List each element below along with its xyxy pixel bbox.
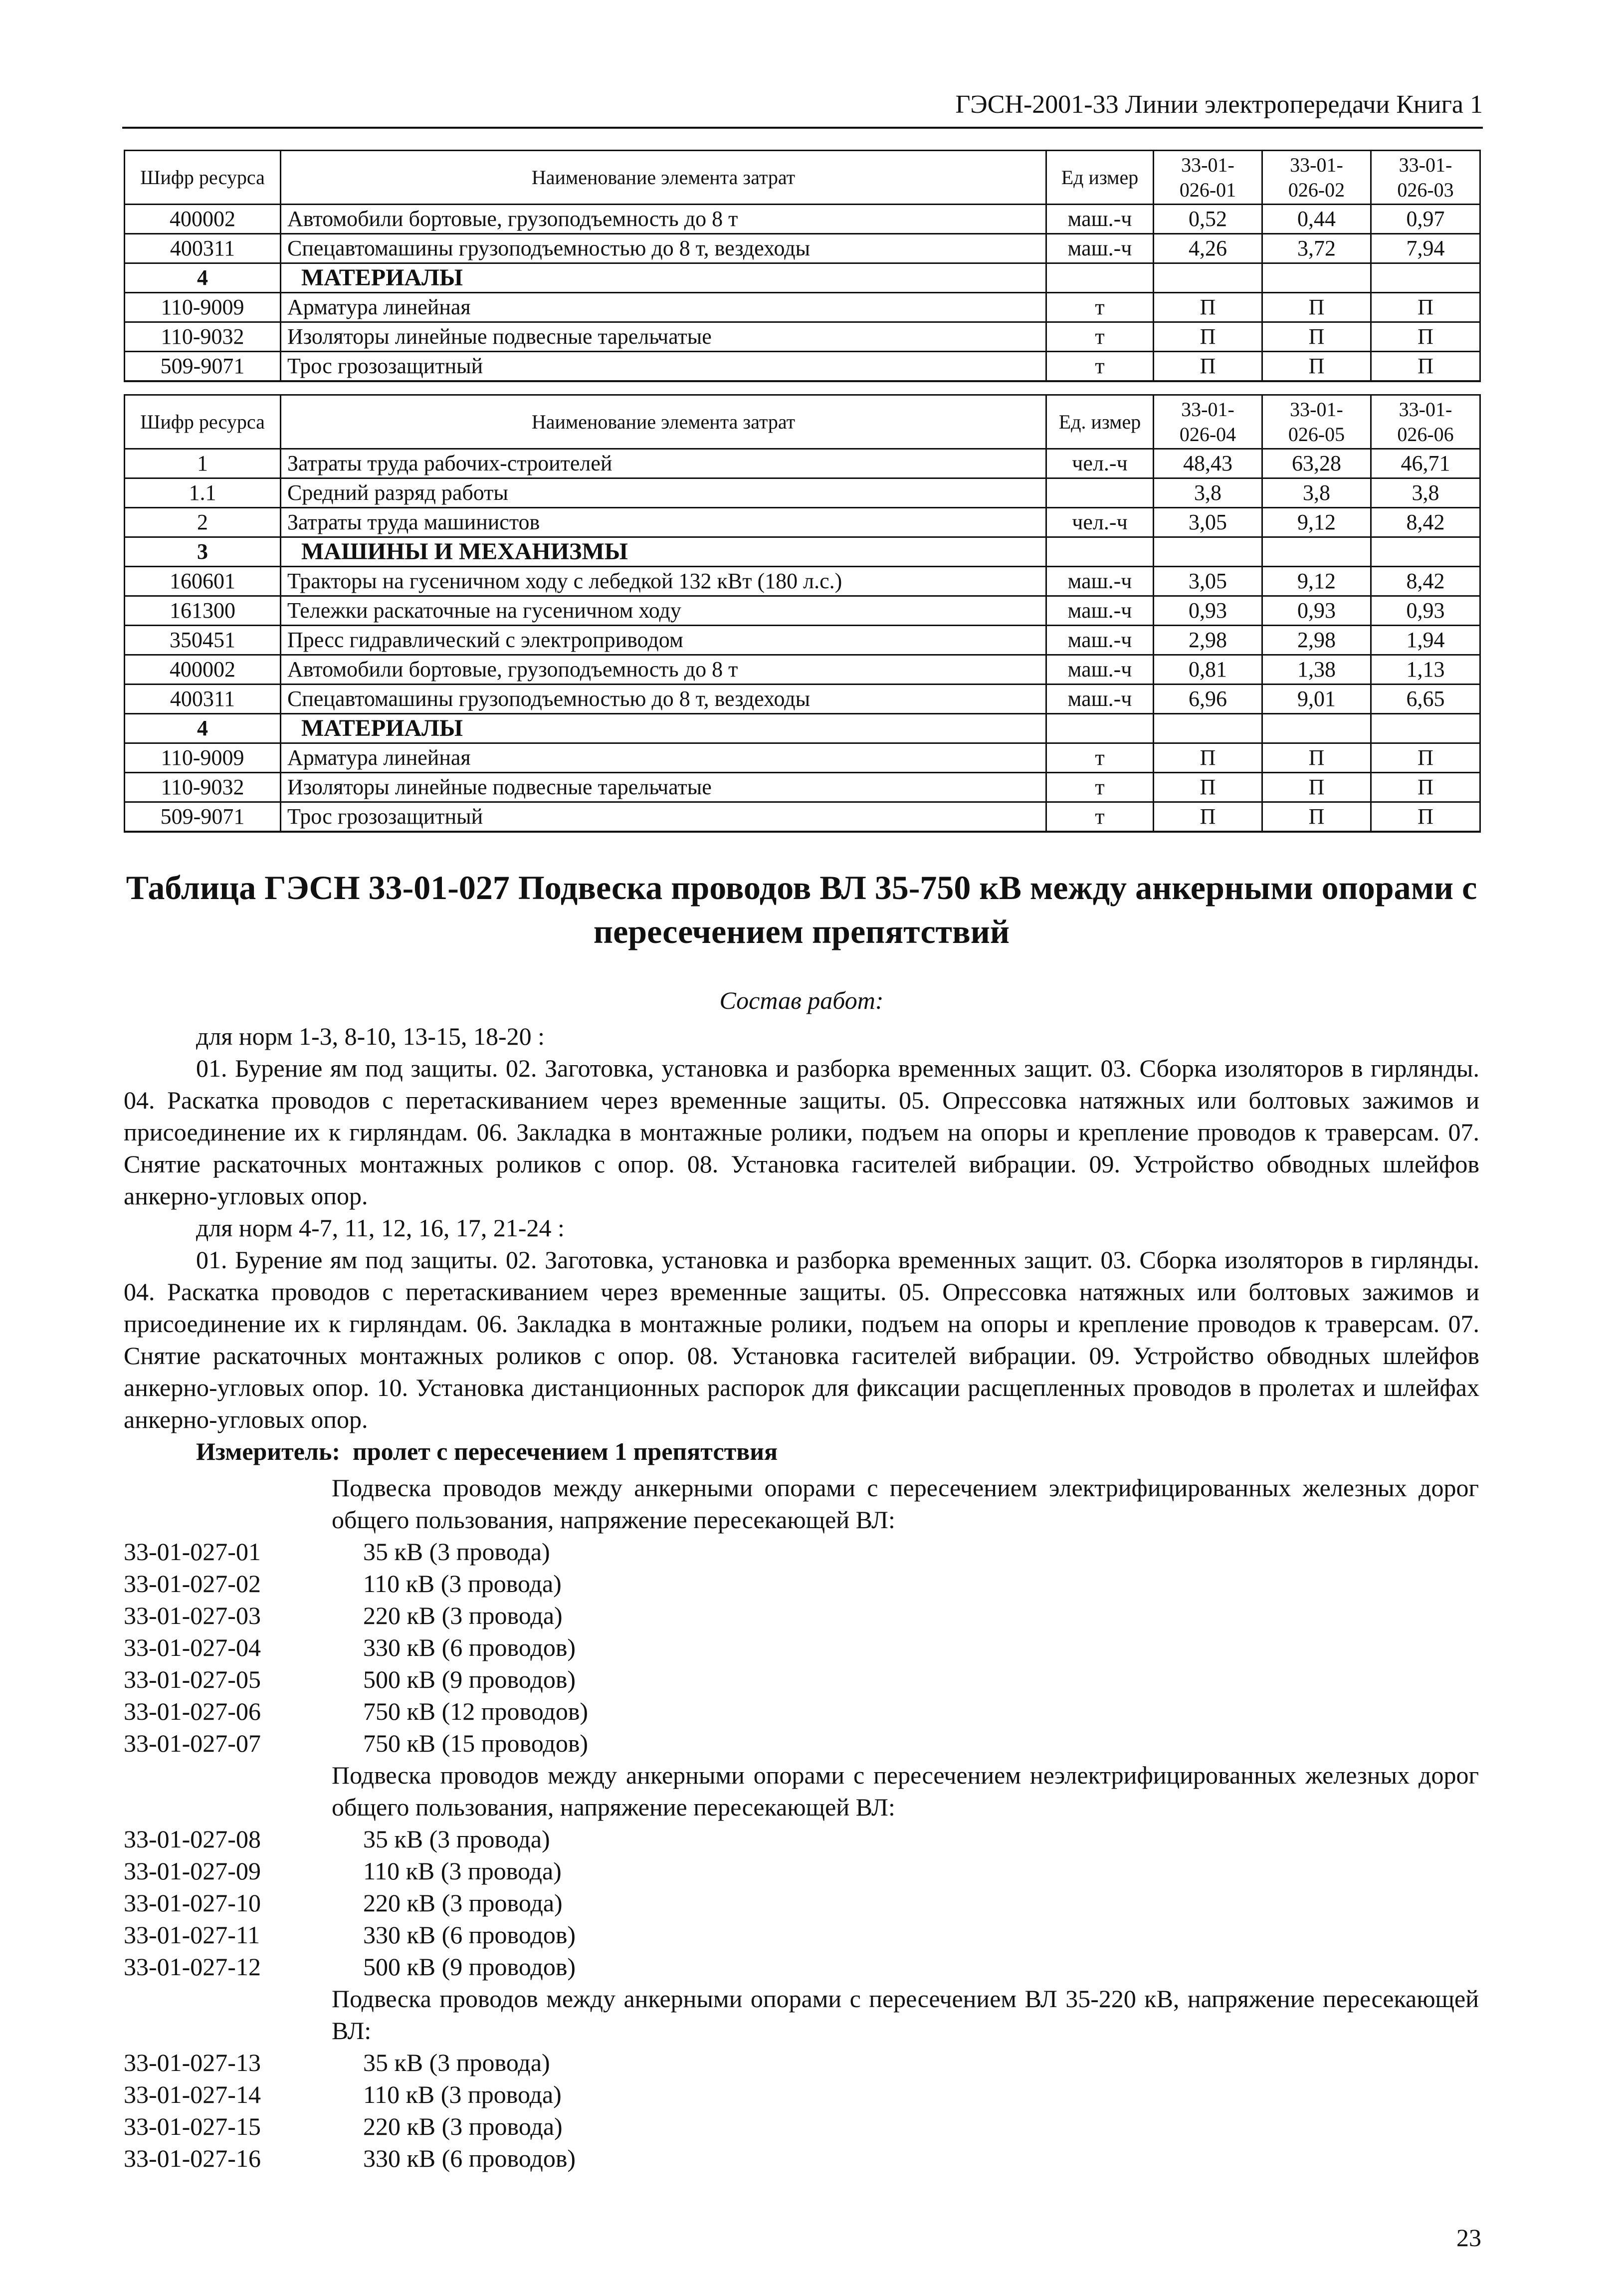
value-cell: 9,12 xyxy=(1262,567,1371,596)
resource-code: 350451 xyxy=(125,626,281,655)
resource-unit: т xyxy=(1046,322,1154,352)
resource-unit: т xyxy=(1046,743,1154,773)
norm-code: 33-01-027-06 xyxy=(124,1697,261,1725)
table-header-row xyxy=(125,151,1480,205)
norm-item xyxy=(124,1727,1479,1759)
value-cell: П xyxy=(1154,802,1262,832)
norm-text: 220 кВ (3 провода) xyxy=(363,1602,563,1629)
norm-code: 33-01-027-04 xyxy=(124,1633,261,1661)
value-cell: П xyxy=(1371,352,1480,382)
norm-text: 750 кВ (12 проводов) xyxy=(363,1697,589,1725)
resource-unit xyxy=(1046,478,1154,508)
resource-code: 400311 xyxy=(125,685,281,714)
value-cell: П xyxy=(1262,293,1371,322)
resource-name: Спецавтомашины грузоподъемностью до 8 т, вездеходы xyxy=(281,685,1046,714)
resource-name: Арматура линейная xyxy=(281,293,1046,322)
resource-unit: маш.-ч xyxy=(1046,205,1154,234)
value-cell: 3,8 xyxy=(1262,478,1371,508)
norm-group-description: Подвеска проводов между анкерными опорами с пересечением неэлектрифицированных железных дорог общего пользования, напряжение пересекающей ВЛ: xyxy=(332,1761,1479,1821)
header-unit: Ед. измер xyxy=(1046,395,1154,449)
norm-item xyxy=(124,1823,1479,1855)
resource-unit xyxy=(1046,714,1154,743)
value-cell: П xyxy=(1262,322,1371,352)
value-cell: П xyxy=(1262,352,1371,382)
norm-item xyxy=(124,1695,1479,1727)
resource-code: 1.1 xyxy=(125,478,281,508)
resource-name: Изоляторы линейные подвесные тарельчатые xyxy=(281,773,1046,802)
norm-text: 35 кВ (3 провода) xyxy=(363,1825,550,1853)
resource-unit: маш.-ч xyxy=(1046,655,1154,685)
value-cell: 1,94 xyxy=(1371,626,1480,655)
norm-item xyxy=(124,2142,1479,2174)
value-cell: П xyxy=(1154,773,1262,802)
resource-unit: т xyxy=(1046,293,1154,322)
norm-text: 500 кВ (9 проводов) xyxy=(363,1953,576,1981)
resource-code: 509-9071 xyxy=(125,352,281,382)
header-code: Шифр ресурса xyxy=(125,395,281,449)
norm-code: 33-01-027-07 xyxy=(124,1729,261,1757)
resource-unit: т xyxy=(1046,773,1154,802)
resource-name: МАШИНЫ И МЕХАНИЗМЫ xyxy=(281,537,1046,567)
table-row xyxy=(125,234,1480,263)
value-cell: 0,81 xyxy=(1154,655,1262,685)
value-cell: 7,94 xyxy=(1371,234,1480,263)
table-row xyxy=(125,743,1480,773)
norm-item xyxy=(124,1855,1479,1887)
value-cell: 0,93 xyxy=(1154,596,1262,626)
norm-code: 33-01-027-08 xyxy=(124,1825,261,1853)
value-cell: П xyxy=(1371,773,1480,802)
norm-text: 330 кВ (6 проводов) xyxy=(363,1633,576,1661)
header-col-3: 33-01- 026-03 xyxy=(1371,151,1480,205)
value-cell xyxy=(1154,263,1262,293)
resource-name: МАТЕРИАЛЫ xyxy=(281,263,1046,293)
resource-code: 400002 xyxy=(125,205,281,234)
norm-text: 35 кВ (3 провода) xyxy=(363,1538,550,1566)
page-number: 23 xyxy=(1456,2224,1481,2252)
resource-code: 1 xyxy=(125,449,281,478)
table-row xyxy=(125,685,1480,714)
norm-code: 33-01-027-14 xyxy=(124,2080,261,2108)
value-cell: 48,43 xyxy=(1154,449,1262,478)
value-cell: 46,71 xyxy=(1371,449,1480,478)
value-cell xyxy=(1154,714,1262,743)
norms-b-label: для норм 4-7, 11, 12, 16, 17, 21-24 : xyxy=(196,1214,565,1242)
norm-item xyxy=(124,2047,1479,2078)
norm-item xyxy=(124,1568,1479,1600)
resource-code: 160601 xyxy=(125,567,281,596)
header-name: Наименование элемента затрат xyxy=(281,395,1046,449)
value-cell: 2,98 xyxy=(1154,626,1262,655)
value-cell: П xyxy=(1262,743,1371,773)
value-cell xyxy=(1262,714,1371,743)
header-col-6: 33-01- 026-06 xyxy=(1371,395,1480,449)
norm-code: 33-01-027-05 xyxy=(124,1665,261,1693)
value-cell xyxy=(1262,263,1371,293)
group-row xyxy=(125,714,1480,743)
value-cell: П xyxy=(1154,322,1262,352)
value-cell: 6,96 xyxy=(1154,685,1262,714)
resource-code: 110-9032 xyxy=(125,773,281,802)
table-row xyxy=(125,352,1480,382)
norm-text: 330 кВ (6 проводов) xyxy=(363,2144,576,2172)
table-row xyxy=(125,293,1480,322)
resource-unit: маш.-ч xyxy=(1046,234,1154,263)
norm-code: 33-01-027-09 xyxy=(124,1857,261,1885)
norm-text: 500 кВ (9 проводов) xyxy=(363,1665,576,1693)
resource-name: Автомобили бортовые, грузоподъемность до 8 т xyxy=(281,205,1046,234)
group-row xyxy=(125,263,1480,293)
norm-code: 33-01-027-13 xyxy=(124,2049,261,2076)
norm-item xyxy=(124,1887,1479,1919)
value-cell: 0,93 xyxy=(1262,596,1371,626)
value-cell: 8,42 xyxy=(1371,567,1480,596)
norms-a-label: для норм 1-3, 8-10, 13-15, 18-20 : xyxy=(196,1022,545,1050)
resource-code: 509-9071 xyxy=(125,802,281,832)
table-row xyxy=(125,478,1480,508)
norm-item xyxy=(124,2078,1479,2110)
resource-unit: маш.-ч xyxy=(1046,685,1154,714)
value-cell: 0,93 xyxy=(1371,596,1480,626)
resource-code: 2 xyxy=(125,508,281,537)
value-cell: 0,52 xyxy=(1154,205,1262,234)
value-cell: 63,28 xyxy=(1262,449,1371,478)
norm-text: 750 кВ (15 проводов) xyxy=(363,1729,589,1757)
value-cell: 1,13 xyxy=(1371,655,1480,685)
work-composition-label: Состав работ: xyxy=(719,986,884,1014)
value-cell xyxy=(1154,537,1262,567)
resource-name: Пресс гидравлический с электроприводом xyxy=(281,626,1046,655)
resource-name: Изоляторы линейные подвесные тарельчатые xyxy=(281,322,1046,352)
norms-a-text: 01. Бурение ям под защиты. 02. Заготовка, установка и разборка временных защит. 03. Сборка изоляторов в гирлянды. 04. Раскатка проводов с перетаскиванием через временные защиты. 05. Опрессовка натяжных или болтовых зажимов и присоединение их к гирляндам. 06. Закладка в монтажные ролики, подъем на опоры и крепление проводов к траверсам. 07. Снятие раскаточных монтажных роликов с опор. 08. Установка гасителей вибрации. 09. Устройство обводных шлейфов анкерно-угловых опор. xyxy=(124,1054,1479,1210)
resource-unit: маш.-ч xyxy=(1046,596,1154,626)
header-col-5: 33-01- 026-05 xyxy=(1262,395,1371,449)
value-cell: П xyxy=(1262,802,1371,832)
resource-name: Средний разряд работы xyxy=(281,478,1046,508)
value-cell: 3,72 xyxy=(1262,234,1371,263)
value-cell: П xyxy=(1262,773,1371,802)
norm-text: 35 кВ (3 провода) xyxy=(363,2049,550,2076)
resource-unit xyxy=(1046,537,1154,567)
norm-item xyxy=(124,1600,1479,1631)
meter-label: Измеритель: xyxy=(196,1437,341,1465)
norm-item xyxy=(124,1631,1479,1663)
meter-line xyxy=(124,1435,1479,1467)
value-cell: 0,97 xyxy=(1371,205,1480,234)
resource-code: 110-9009 xyxy=(125,743,281,773)
norm-group-description: Подвеска проводов между анкерными опорами с пересечением электрифицированных железных дорог общего пользования, напряжение пересекающей ВЛ: xyxy=(332,1474,1479,1534)
resource-table-1 xyxy=(124,150,1481,382)
table-row xyxy=(125,205,1480,234)
norm-item xyxy=(124,2110,1479,2142)
resource-name: Затраты труда рабочих-строителей xyxy=(281,449,1046,478)
header-name: Наименование элемента затрат xyxy=(281,151,1046,205)
norm-text: 110 кВ (3 провода) xyxy=(363,1570,562,1598)
section-title: Таблица ГЭСН 33-01-027 Подвеска проводов ВЛ 35-750 кВ между анкерными опорами с пересечением препятствий xyxy=(126,869,1477,950)
header-unit: Ед измер xyxy=(1046,151,1154,205)
resource-unit: т xyxy=(1046,352,1154,382)
value-cell xyxy=(1371,537,1480,567)
value-cell: 1,38 xyxy=(1262,655,1371,685)
norm-code: 33-01-027-02 xyxy=(124,1570,261,1598)
value-cell: 3,05 xyxy=(1154,508,1262,537)
norms-b-text: 01. Бурение ям под защиты. 02. Заготовка, установка и разборка временных защит. 03. Сборка изоляторов в гирлянды. 04. Раскатка проводов с перетаскиванием через временные защиты. 05. Опрессовка натяжных или болтовых зажимов и присоединение их к гирляндам. 06. Закладка в монтажные ролики, подъем на опоры и крепление проводов к траверсам. 07. Снятие раскаточных монтажных роликов с опор. 08. Установка гасителей вибрации. 09. Устройство обводных шлейфов анкерно-угловых опор. 10. Установка дистанционных распорок для фиксации расщепленных проводов в пролетах и шлейфах анкерно-угловых опор. xyxy=(124,1246,1479,1433)
norm-code: 33-01-027-10 xyxy=(124,1889,261,1917)
header-col-4: 33-01- 026-04 xyxy=(1154,395,1262,449)
resource-unit: т xyxy=(1046,802,1154,832)
group-row xyxy=(125,537,1480,567)
table-row xyxy=(125,802,1480,832)
norm-text: 110 кВ (3 провода) xyxy=(363,1857,562,1885)
work-composition xyxy=(124,1020,1479,1467)
value-cell: 2,98 xyxy=(1262,626,1371,655)
value-cell: П xyxy=(1154,293,1262,322)
norm-text: 220 кВ (3 провода) xyxy=(363,1889,563,1917)
resource-name: Затраты труда машинистов xyxy=(281,508,1046,537)
resource-code: 3 xyxy=(125,537,281,567)
value-cell: П xyxy=(1154,352,1262,382)
norm-item xyxy=(124,1663,1479,1695)
value-cell xyxy=(1371,714,1480,743)
table-header-row xyxy=(125,395,1480,449)
table-row xyxy=(125,626,1480,655)
norm-item xyxy=(124,1536,1479,1568)
norm-code: 33-01-027-12 xyxy=(124,1953,261,1981)
value-cell: 0,44 xyxy=(1262,205,1371,234)
meter-text: пролет с пересечением 1 препятствия xyxy=(353,1437,778,1465)
resource-unit xyxy=(1046,263,1154,293)
resource-code: 110-9009 xyxy=(125,293,281,322)
value-cell: 3,8 xyxy=(1371,478,1480,508)
resource-table-2 xyxy=(124,394,1481,833)
norm-item xyxy=(124,1919,1479,1951)
table-row xyxy=(125,773,1480,802)
value-cell: 9,12 xyxy=(1262,508,1371,537)
table-row xyxy=(125,655,1480,685)
norm-code: 33-01-027-01 xyxy=(124,1538,261,1566)
norm-text: 330 кВ (6 проводов) xyxy=(363,1921,576,1949)
resource-unit: чел.-ч xyxy=(1046,508,1154,537)
resource-code: 161300 xyxy=(125,596,281,626)
resource-name: Трос грозозащитный xyxy=(281,802,1046,832)
table-row xyxy=(125,596,1480,626)
resource-code: 4 xyxy=(125,263,281,293)
value-cell: 3,05 xyxy=(1154,567,1262,596)
header-col-2: 33-01- 026-02 xyxy=(1262,151,1371,205)
header-col-1: 33-01- 026-01 xyxy=(1154,151,1262,205)
resource-name: Трос грозозащитный xyxy=(281,352,1046,382)
value-cell: П xyxy=(1371,322,1480,352)
norm-text: 110 кВ (3 провода) xyxy=(363,2080,562,2108)
resource-code: 4 xyxy=(125,714,281,743)
table-row xyxy=(125,322,1480,352)
value-cell: 6,65 xyxy=(1371,685,1480,714)
norm-item xyxy=(124,1951,1479,1983)
resource-name: Спецавтомашины грузоподъемностью до 8 т, вездеходы xyxy=(281,234,1046,263)
resource-name: МАТЕРИАЛЫ xyxy=(281,714,1046,743)
resource-name: Тележки раскаточные на гусеничном ходу xyxy=(281,596,1046,626)
value-cell: П xyxy=(1371,743,1480,773)
norm-text: 220 кВ (3 провода) xyxy=(363,2112,563,2140)
value-cell: П xyxy=(1371,802,1480,832)
value-cell: П xyxy=(1371,293,1480,322)
value-cell: 9,01 xyxy=(1262,685,1371,714)
value-cell: П xyxy=(1154,743,1262,773)
value-cell: 8,42 xyxy=(1371,508,1480,537)
resource-code: 400311 xyxy=(125,234,281,263)
resource-name: Тракторы на гусеничном ходу с лебедкой 132 кВт (180 л.с.) xyxy=(281,567,1046,596)
value-cell xyxy=(1371,263,1480,293)
resource-name: Автомобили бортовые, грузоподъемность до 8 т xyxy=(281,655,1046,685)
resource-name: Арматура линейная xyxy=(281,743,1046,773)
norm-group-description: Подвеска проводов между анкерными опорами с пересечением ВЛ 35-220 кВ, напряжение пересекающей ВЛ: xyxy=(332,1985,1479,2045)
norm-code: 33-01-027-15 xyxy=(124,2112,261,2140)
table-row xyxy=(125,567,1480,596)
resource-unit: чел.-ч xyxy=(1046,449,1154,478)
value-cell xyxy=(1262,537,1371,567)
resource-code: 400002 xyxy=(125,655,281,685)
norm-code: 33-01-027-03 xyxy=(124,1602,261,1629)
header-code: Шифр ресурса xyxy=(125,151,281,205)
norm-code: 33-01-027-11 xyxy=(124,1921,260,1949)
resource-code: 110-9032 xyxy=(125,322,281,352)
norm-code: 33-01-027-16 xyxy=(124,2144,261,2172)
table-row xyxy=(125,449,1480,478)
value-cell: 4,26 xyxy=(1154,234,1262,263)
running-header: ГЭСН-2001-33 Линии электропередачи Книга 1 xyxy=(122,90,1483,129)
resource-unit: маш.-ч xyxy=(1046,626,1154,655)
value-cell: 3,8 xyxy=(1154,478,1262,508)
resource-unit: маш.-ч xyxy=(1046,567,1154,596)
table-row xyxy=(125,508,1480,537)
